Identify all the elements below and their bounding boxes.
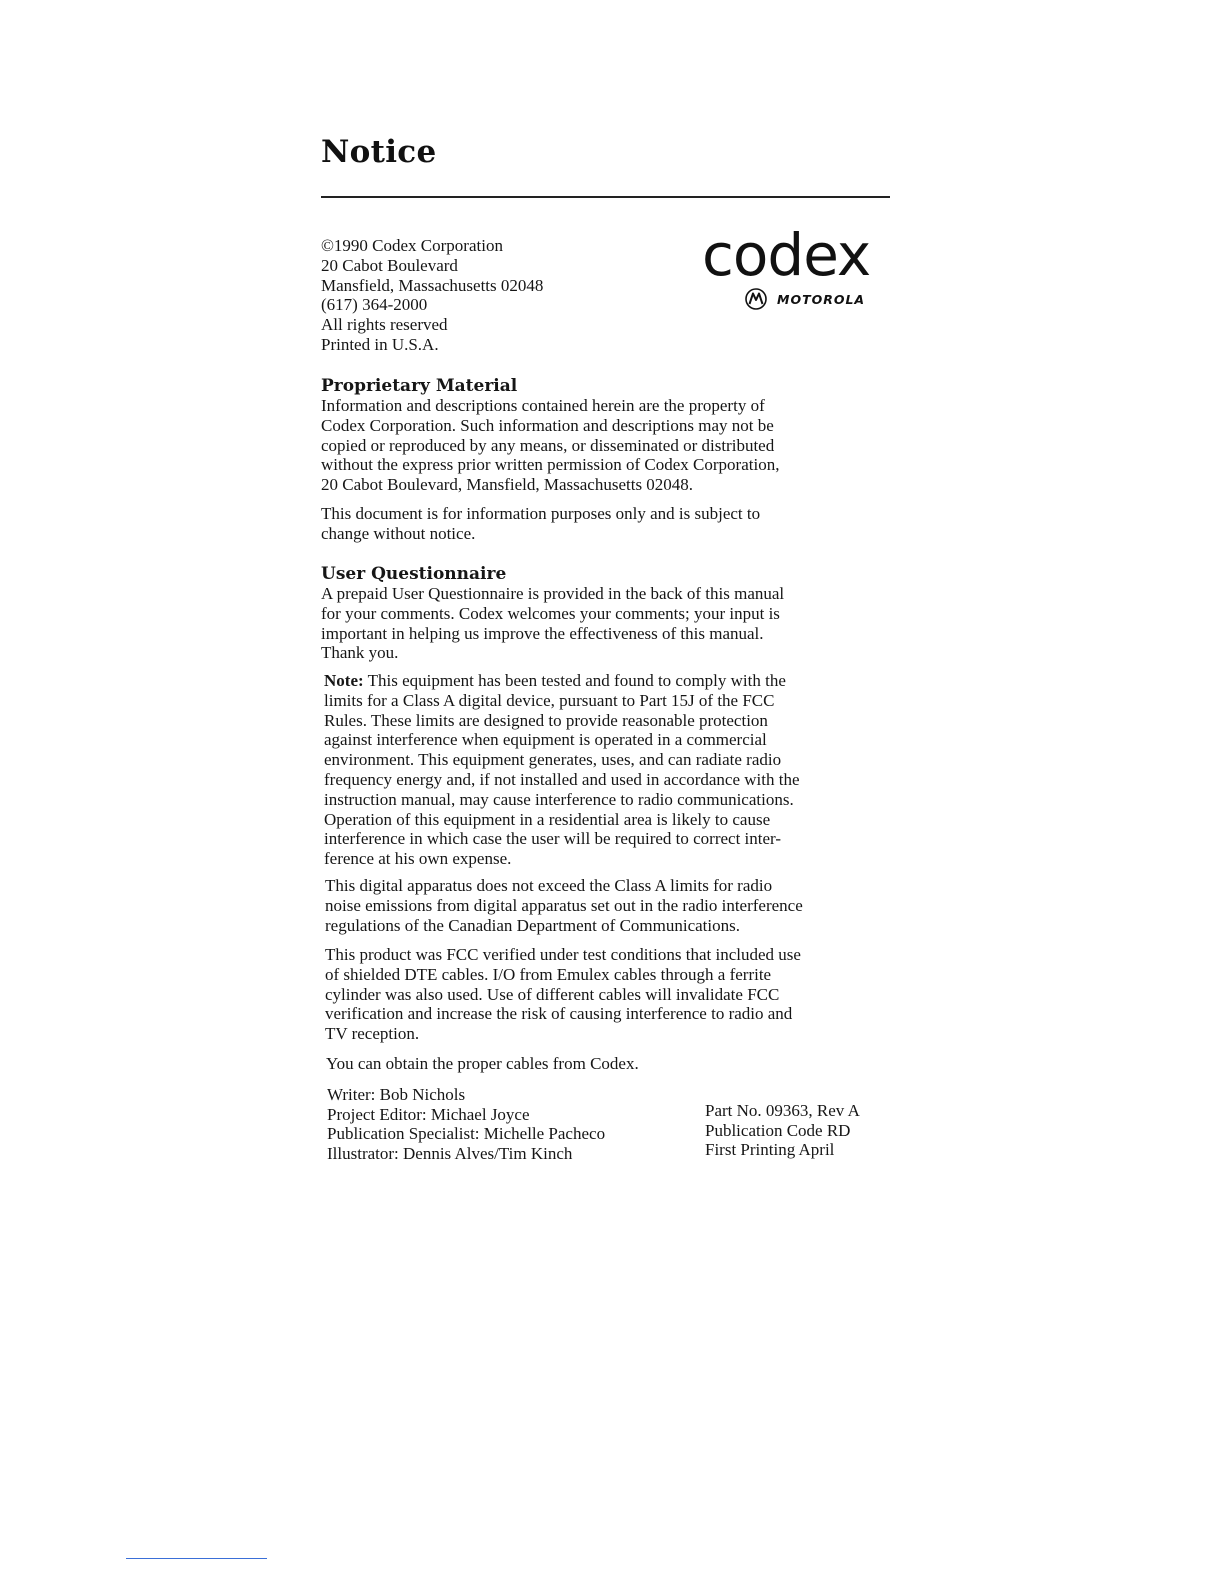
fcc-note-line: interference in which case the user will be required to correct inter- bbox=[324, 829, 782, 849]
questionnaire-line: Thank you. bbox=[321, 643, 399, 663]
proprietary-heading: Proprietary Material bbox=[321, 376, 518, 396]
obtain-line: You can obtain the proper cables from Codex. bbox=[326, 1054, 639, 1073]
questionnaire-line: for your comments. Codex welcomes your comments; your input is bbox=[321, 603, 780, 623]
fcc-note-line: instruction manual, may cause interference to radio communications. bbox=[324, 789, 794, 809]
questionnaire-heading: User Questionnaire bbox=[321, 564, 507, 584]
part-number: Part No. 09363, Rev A bbox=[705, 1101, 860, 1120]
staff-credits bbox=[327, 1085, 605, 1163]
note-label: Note: bbox=[324, 671, 364, 690]
fcc-note-line: Rules. These limits are designed to provide reasonable protection bbox=[324, 710, 768, 730]
cables-paragraph bbox=[325, 945, 905, 1044]
codex-logo bbox=[700, 221, 895, 322]
fcc-note-line: ference at his own expense. bbox=[324, 849, 512, 869]
canadian-line: regulations of the Canadian Department of Communications. bbox=[325, 915, 740, 935]
printing-info: First Printing April bbox=[705, 1140, 835, 1160]
copyright-line: ©1990 Codex Corporation bbox=[321, 236, 503, 255]
illustrator-credit: Illustrator: Dennis Alves/Tim Kinch bbox=[327, 1143, 573, 1163]
questionnaire-section bbox=[321, 564, 901, 663]
motorola-wordmark: MOTOROLA bbox=[777, 291, 866, 307]
editor-credit: Project Editor: Michael Joyce bbox=[327, 1104, 530, 1124]
proprietary-line: 20 Cabot Boulevard, Mansfield, Massachusetts 02048. bbox=[321, 475, 694, 495]
proprietary-section bbox=[321, 376, 901, 495]
proprietary-line: Codex Corporation. Such information and descriptions may not be bbox=[321, 415, 774, 435]
disclaimer-line: This document is for information purposes only and is subject to bbox=[321, 504, 761, 523]
fcc-note-line: environment. This equipment generates, uses, and can radiate radio bbox=[324, 750, 782, 770]
disclaimer-paragraph bbox=[321, 504, 901, 544]
motorola-batwing-icon bbox=[745, 288, 767, 310]
proprietary-line: Information and descriptions contained herein are the property of bbox=[321, 396, 765, 415]
cables-line: of shielded DTE cables. I/O from Emulex cables through a ferrite bbox=[325, 964, 772, 984]
fcc-note-line: Operation of this equipment in a residential area is likely to cause bbox=[324, 809, 771, 829]
footer-divider bbox=[126, 1558, 267, 1559]
proprietary-line: without the express prior written permission of Codex Corporation, bbox=[321, 455, 780, 475]
disclaimer-line: change without notice. bbox=[321, 523, 476, 543]
cables-line: This product was FCC verified under test conditions that included use bbox=[325, 945, 801, 964]
street-line: 20 Cabot Boulevard bbox=[321, 255, 458, 275]
cables-line: verification and increase the risk of causing interference to radio and bbox=[325, 1004, 793, 1024]
canadian-line: This digital apparatus does not exceed the Class A limits for radio bbox=[325, 876, 773, 895]
questionnaire-line: A prepaid User Questionnaire is provided in the back of this manual bbox=[321, 584, 785, 603]
motorola-brand bbox=[745, 288, 865, 310]
publication-info bbox=[705, 1101, 860, 1160]
printed-line: Printed in U.S.A. bbox=[321, 334, 439, 354]
questionnaire-line: important in helping us improve the effectiveness of this manual. bbox=[321, 623, 764, 643]
fcc-note-line: against interference when equipment is operated in a commercial bbox=[324, 730, 767, 750]
page-title: Notice bbox=[321, 134, 437, 170]
cables-line: TV reception. bbox=[325, 1024, 420, 1044]
codex-wordmark: codex bbox=[702, 221, 871, 289]
fcc-note-line: frequency energy and, if not installed and used in accordance with the bbox=[324, 769, 800, 789]
publication-code: Publication Code RD bbox=[705, 1120, 851, 1140]
fcc-note-line: limits for a Class A digital device, pursuant to Part 15J of the FCC bbox=[324, 690, 775, 710]
fcc-note-first-line bbox=[324, 671, 904, 691]
specialist-credit: Publication Specialist: Michelle Pacheco bbox=[327, 1124, 606, 1144]
obtain-paragraph bbox=[326, 1054, 906, 1074]
city-line: Mansfield, Massachusetts 02048 bbox=[321, 275, 544, 295]
cables-line: cylinder was also used. Use of different cables will invalidate FCC bbox=[325, 984, 780, 1004]
company-address bbox=[321, 236, 543, 355]
writer-credit: Writer: Bob Nichols bbox=[327, 1085, 466, 1104]
fcc-note-paragraph bbox=[324, 671, 904, 869]
canadian-line: noise emissions from digital apparatus set out in the radio interference bbox=[325, 895, 803, 915]
canadian-paragraph bbox=[325, 876, 905, 935]
proprietary-line: copied or reproduced by any means, or disseminated or distributed bbox=[321, 435, 775, 455]
title-divider bbox=[321, 196, 890, 198]
rights-line: All rights reserved bbox=[321, 315, 448, 335]
fcc-note-text: This equipment has been tested and found to comply with the bbox=[363, 671, 786, 690]
phone-line: (617) 364-2000 bbox=[321, 295, 428, 315]
